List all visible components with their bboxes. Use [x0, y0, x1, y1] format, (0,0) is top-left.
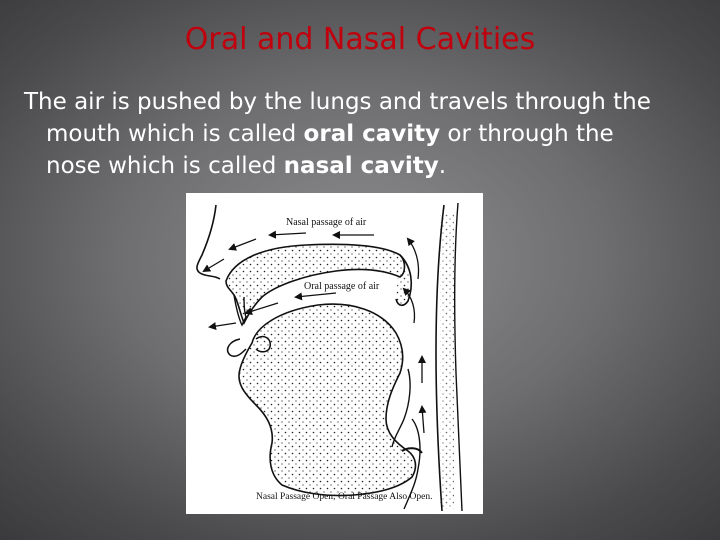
- nasal-arrow-4: [204, 259, 224, 271]
- body-line-2-text-a: mouth which is called: [46, 121, 304, 147]
- vocal-tract-diagram: [186, 193, 483, 514]
- lower-lip: [228, 339, 246, 356]
- nasal-arrow-2: [270, 233, 306, 235]
- tongue: [239, 304, 416, 495]
- label-oral-passage: Oral passage of air: [304, 281, 380, 292]
- oral-arrow-1: [296, 293, 336, 297]
- spine-line: [455, 203, 462, 511]
- body-line-3-text-b: .: [438, 153, 446, 179]
- pharynx-arrow-2: [422, 407, 424, 433]
- body-line-1: [24, 86, 704, 118]
- body-line-3-text-a: nose which is called: [46, 153, 284, 179]
- label-nasal-passage: Nasal passage of air: [286, 217, 367, 228]
- body-line-1-text: The air is pushed by the lungs and travels through the: [24, 89, 651, 115]
- body-line-2: [24, 118, 704, 150]
- oral-arrow-3: [210, 323, 236, 327]
- term-oral-cavity: oral cavity: [303, 121, 441, 147]
- spine-dots: [440, 213, 454, 509]
- body-line-2-text-b: or through the: [440, 121, 614, 147]
- body-line-3: [24, 150, 704, 182]
- term-nasal-cavity: nasal cavity: [283, 153, 439, 179]
- slide-title: Oral and Nasal Cavities: [184, 22, 536, 57]
- nasal-arrow-3: [230, 239, 256, 249]
- slide-body-text: [24, 86, 704, 182]
- figure-caption: Nasal Passage Open; Oral Passage Also Open.: [256, 492, 433, 502]
